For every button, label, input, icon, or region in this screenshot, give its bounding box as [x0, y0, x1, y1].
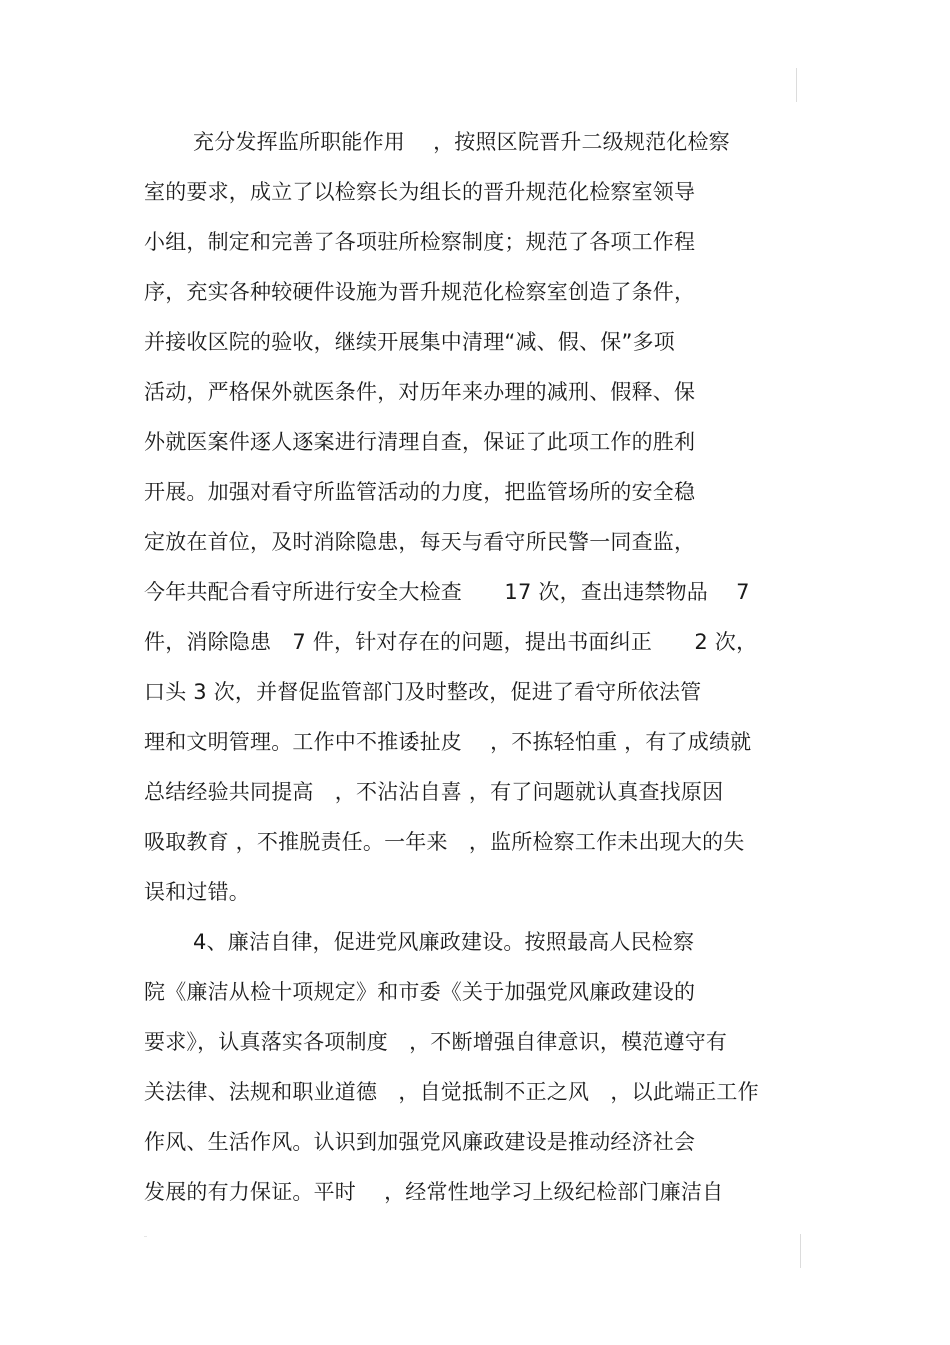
- text-line: 件，消除隐患 7 件，针对存在的问题，提出书面纠正 2 次，: [144, 630, 758, 654]
- text-line: 开展。加强对看守所监管活动的力度，把监管场所的安全稳: [144, 480, 696, 504]
- text-line: 室的要求，成立了以检察长为组长的晋升规范化检察室领导: [144, 180, 696, 204]
- text-line: 并接收区院的验收，继续开展集中清理“减、假、保”多项: [144, 330, 675, 354]
- text-line: 关法律、法规和职业道德 ，自觉抵制不正之风 ，以此端正工作: [144, 1080, 759, 1104]
- text-line: 误和过错。: [144, 880, 250, 904]
- text-line: 充分发挥监所职能作用 ，按照区院晋升二级规范化检察: [193, 130, 730, 154]
- page-edge-mark-left: [144, 1236, 147, 1237]
- text-line: 作风、生活作风。认识到加强党风廉政建设是推动经济社会: [144, 1130, 696, 1154]
- text-line: 院《廉洁从检十项规定》和市委《关于加强党风廉政建设的: [144, 980, 696, 1004]
- text-line: 口头 3 次，并督促监管部门及时整改，促进了看守所依法管: [144, 680, 702, 704]
- text-line: 序，充实各种较硬件设施为晋升规范化检察室创造了条件，: [144, 280, 696, 304]
- text-line: 总结经验共同提高 ，不沾沾自喜 ，有了问题就认真查找原因: [144, 780, 724, 804]
- text-line: 定放在首位，及时消除隐患，每天与看守所民警一同查监，: [144, 530, 696, 554]
- text-line: 外就医案件逐人逐案进行清理自查，保证了此项工作的胜利: [144, 430, 696, 454]
- text-line: 小组，制定和完善了各项驻所检察制度；规范了各项工作程: [144, 230, 696, 254]
- text-line: 4、廉洁自律，促进党风廉政建设。按照最高人民检察: [193, 930, 695, 954]
- page-edge-mark-top: [796, 68, 797, 102]
- page-edge-mark-bottom: [800, 1234, 801, 1268]
- text-line: 理和文明管理。工作中不推诿扯皮 ，不拣轻怕重 ，有了成绩就: [144, 730, 752, 754]
- text-line: 今年共配合看守所进行安全大检查 17 次，查出违禁物品 7: [144, 580, 750, 604]
- text-line: 要求》，认真落实各项制度 ，不断增强自律意识，模范遵守有: [144, 1030, 728, 1054]
- text-line: 吸取教育 ，不推脱责任。一年来 ，监所检察工作未出现大的失: [144, 830, 745, 854]
- text-line: 活动，严格保外就医条件，对历年来办理的减刑、假释、保: [144, 380, 696, 404]
- text-line: 发展的有力保证。平时 ，经常性地学习上级纪检部门廉洁自: [144, 1180, 724, 1204]
